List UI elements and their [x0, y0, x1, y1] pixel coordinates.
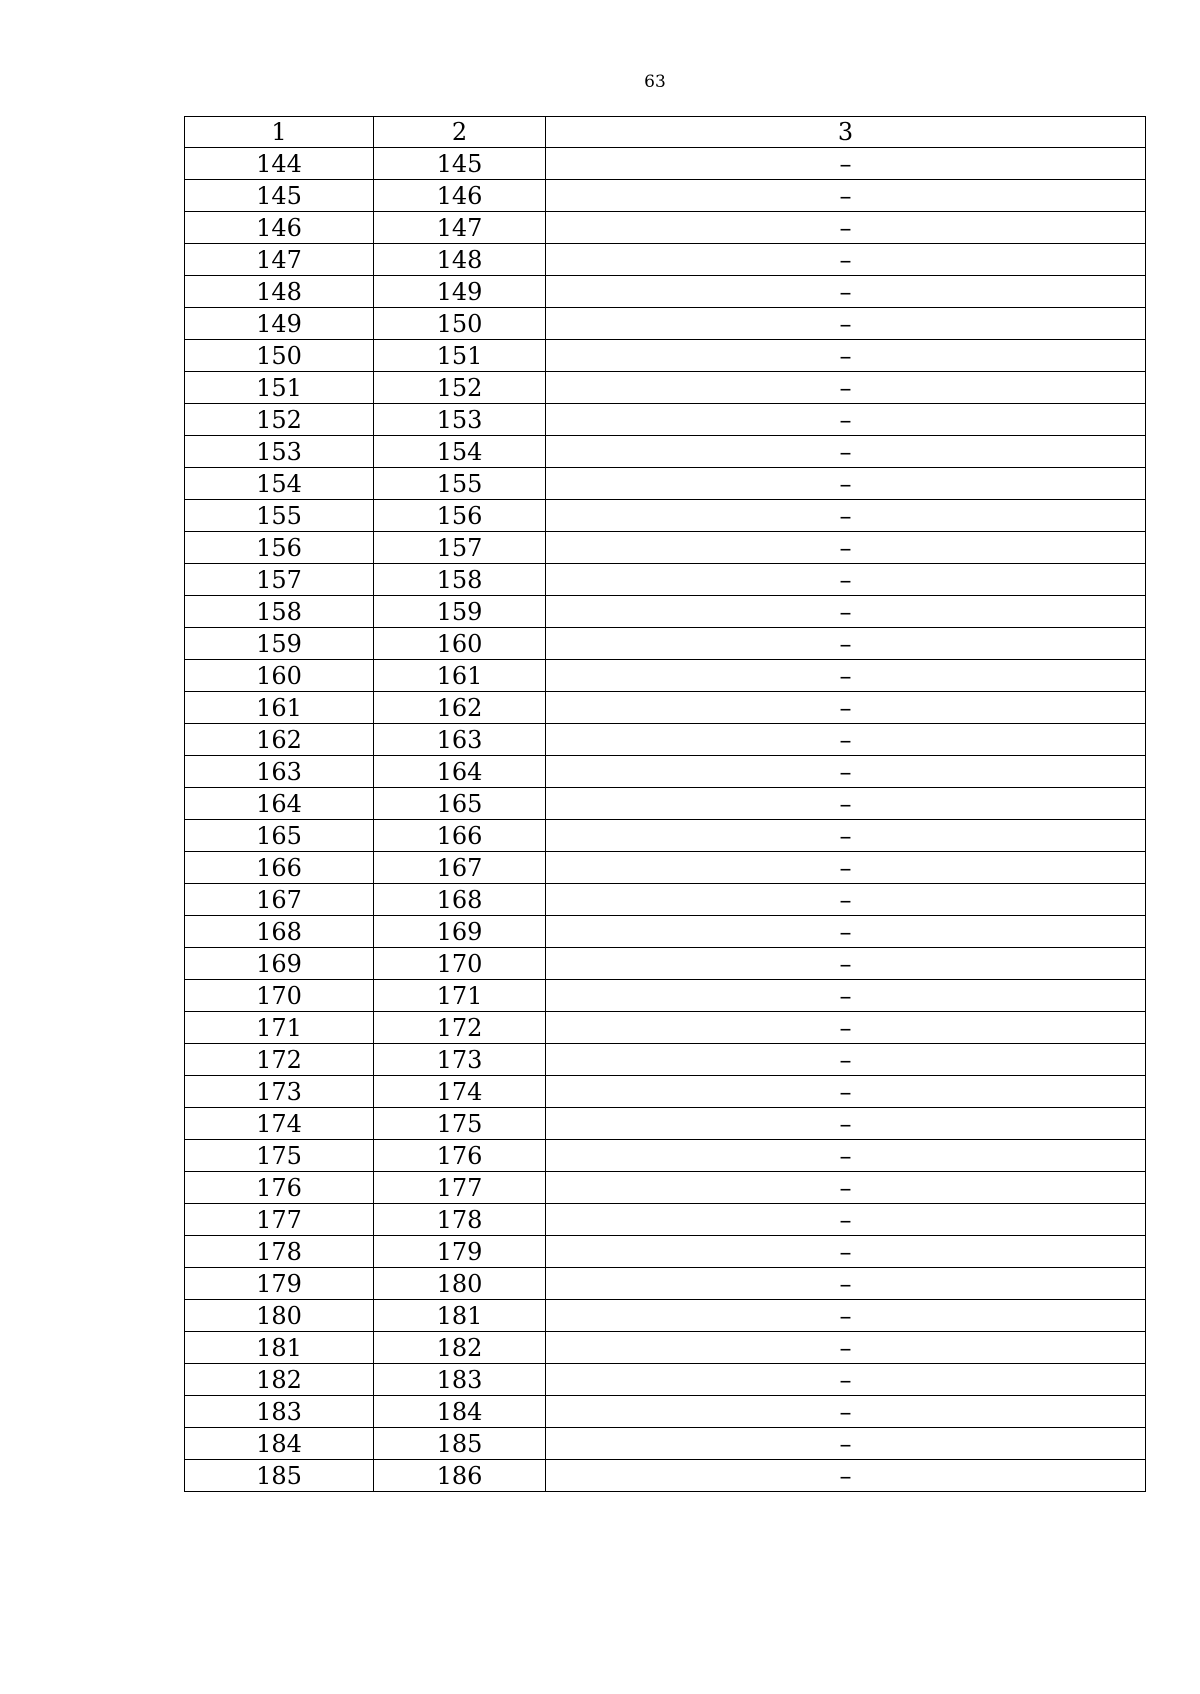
table-cell-col-1: 148 [185, 276, 374, 308]
table-row [185, 660, 1146, 692]
table-body [185, 148, 1146, 1492]
table-row [185, 756, 1146, 788]
table-row [185, 724, 1146, 756]
table-row [185, 948, 1146, 980]
table-cell-col-1: 160 [185, 660, 374, 692]
table-cell-col-3: – [546, 724, 1146, 756]
table-cell-col-3: – [546, 1140, 1146, 1172]
table-cell-col-3: – [546, 820, 1146, 852]
table-cell-col-1: 153 [185, 436, 374, 468]
table-cell-col-3: – [546, 628, 1146, 660]
table-cell-col-2: 154 [374, 436, 546, 468]
table-row [185, 468, 1146, 500]
table-cell-col-3: – [546, 1428, 1146, 1460]
table-cell-col-1: 174 [185, 1108, 374, 1140]
table-cell-col-3: – [546, 244, 1146, 276]
table-cell-col-1: 165 [185, 820, 374, 852]
table-cell-col-3: – [546, 1012, 1146, 1044]
table-cell-col-2: 157 [374, 532, 546, 564]
table-cell-col-2: 169 [374, 916, 546, 948]
table-row [185, 916, 1146, 948]
table-cell-col-1: 156 [185, 532, 374, 564]
table-cell-col-1: 145 [185, 180, 374, 212]
table-row [185, 500, 1146, 532]
table-cell-col-3: – [546, 660, 1146, 692]
table-cell-col-1: 151 [185, 372, 374, 404]
table-cell-col-3: – [546, 1204, 1146, 1236]
table-row [185, 628, 1146, 660]
table-cell-col-1: 172 [185, 1044, 374, 1076]
table-row [185, 1012, 1146, 1044]
table-cell-col-2: 163 [374, 724, 546, 756]
header-row [185, 117, 1146, 148]
table-cell-col-2: 151 [374, 340, 546, 372]
table-cell-col-3: – [546, 308, 1146, 340]
table-cell-col-2: 183 [374, 1364, 546, 1396]
table-row [185, 276, 1146, 308]
table-row [185, 404, 1146, 436]
table-cell-col-1: 152 [185, 404, 374, 436]
table-cell-col-1: 159 [185, 628, 374, 660]
page-number: 63 [644, 72, 666, 92]
table-cell-col-3: – [546, 1108, 1146, 1140]
table-cell-col-2: 146 [374, 180, 546, 212]
table-cell-col-3: – [546, 916, 1146, 948]
table-cell-col-2: 148 [374, 244, 546, 276]
table-header [185, 117, 1146, 148]
table-cell-col-3: – [546, 884, 1146, 916]
table-cell-col-1: 144 [185, 148, 374, 180]
column-header-3: 3 [546, 117, 1146, 148]
table-cell-col-1: 184 [185, 1428, 374, 1460]
table-cell-col-1: 185 [185, 1460, 374, 1492]
table-row [185, 436, 1146, 468]
table-cell-col-2: 156 [374, 500, 546, 532]
table-row [185, 1396, 1146, 1428]
table-cell-col-2: 153 [374, 404, 546, 436]
table-cell-col-1: 168 [185, 916, 374, 948]
table-cell-col-2: 158 [374, 564, 546, 596]
table-cell-col-2: 161 [374, 660, 546, 692]
table-cell-col-3: – [546, 340, 1146, 372]
table-row [185, 1172, 1146, 1204]
table-cell-col-3: – [546, 1332, 1146, 1364]
table-cell-col-1: 167 [185, 884, 374, 916]
table-cell-col-2: 173 [374, 1044, 546, 1076]
table-row [185, 1140, 1146, 1172]
table-row [185, 532, 1146, 564]
table-cell-col-1: 173 [185, 1076, 374, 1108]
table-cell-col-2: 162 [374, 692, 546, 724]
table-cell-col-3: – [546, 212, 1146, 244]
table-row [185, 1300, 1146, 1332]
table-cell-col-3: – [546, 756, 1146, 788]
column-header-1: 1 [185, 117, 374, 148]
table-cell-col-2: 152 [374, 372, 546, 404]
table-row [185, 1076, 1146, 1108]
table-cell-col-2: 147 [374, 212, 546, 244]
table-row [185, 852, 1146, 884]
table-cell-col-1: 175 [185, 1140, 374, 1172]
table-cell-col-2: 164 [374, 756, 546, 788]
table-row [185, 308, 1146, 340]
table-cell-col-2: 165 [374, 788, 546, 820]
table-cell-col-1: 171 [185, 1012, 374, 1044]
table-cell-col-1: 183 [185, 1396, 374, 1428]
table-cell-col-3: – [546, 852, 1146, 884]
table-cell-col-1: 179 [185, 1268, 374, 1300]
table-cell-col-3: – [546, 1236, 1146, 1268]
table-cell-col-3: – [546, 1460, 1146, 1492]
table-row [185, 1332, 1146, 1364]
table-cell-col-2: 159 [374, 596, 546, 628]
table-cell-col-1: 182 [185, 1364, 374, 1396]
table-row [185, 1108, 1146, 1140]
table-cell-col-1: 176 [185, 1172, 374, 1204]
table-cell-col-2: 168 [374, 884, 546, 916]
table-row [185, 1460, 1146, 1492]
table-cell-col-2: 175 [374, 1108, 546, 1140]
table-row [185, 788, 1146, 820]
table-row [185, 180, 1146, 212]
table-cell-col-3: – [546, 1076, 1146, 1108]
data-table [184, 116, 1146, 1492]
table-cell-col-2: 145 [374, 148, 546, 180]
table-row [185, 596, 1146, 628]
table-cell-col-1: 155 [185, 500, 374, 532]
table-cell-col-1: 177 [185, 1204, 374, 1236]
table-cell-col-2: 172 [374, 1012, 546, 1044]
table-cell-col-3: – [546, 468, 1146, 500]
table-row [185, 1204, 1146, 1236]
table-cell-col-1: 166 [185, 852, 374, 884]
table-cell-col-3: – [546, 404, 1146, 436]
table-cell-col-2: 167 [374, 852, 546, 884]
table-row [185, 148, 1146, 180]
table-cell-col-3: – [546, 276, 1146, 308]
table-row [185, 980, 1146, 1012]
table-cell-col-2: 155 [374, 468, 546, 500]
table-cell-col-1: 158 [185, 596, 374, 628]
table-cell-col-2: 178 [374, 1204, 546, 1236]
table-cell-col-3: – [546, 596, 1146, 628]
table-cell-col-3: – [546, 692, 1146, 724]
table-cell-col-3: – [546, 1268, 1146, 1300]
table-row [185, 372, 1146, 404]
table-cell-col-1: 150 [185, 340, 374, 372]
table-row [185, 1268, 1146, 1300]
table-cell-col-3: – [546, 788, 1146, 820]
table-cell-col-2: 171 [374, 980, 546, 1012]
table-row [185, 1236, 1146, 1268]
table-cell-col-1: 162 [185, 724, 374, 756]
table-cell-col-2: 181 [374, 1300, 546, 1332]
table-row [185, 1428, 1146, 1460]
table-cell-col-2: 176 [374, 1140, 546, 1172]
table-cell-col-3: – [546, 532, 1146, 564]
table-cell-col-3: – [546, 564, 1146, 596]
table-cell-col-1: 149 [185, 308, 374, 340]
table-cell-col-2: 177 [374, 1172, 546, 1204]
table-cell-col-2: 180 [374, 1268, 546, 1300]
table-cell-col-1: 164 [185, 788, 374, 820]
table-cell-col-3: – [546, 436, 1146, 468]
table-cell-col-2: 184 [374, 1396, 546, 1428]
table-cell-col-2: 174 [374, 1076, 546, 1108]
table-cell-col-2: 150 [374, 308, 546, 340]
table-row [185, 244, 1146, 276]
table-cell-col-3: – [546, 948, 1146, 980]
table-cell-col-2: 182 [374, 1332, 546, 1364]
table-cell-col-1: 180 [185, 1300, 374, 1332]
table-cell-col-3: – [546, 1172, 1146, 1204]
column-header-2: 2 [374, 117, 546, 148]
table-cell-col-1: 161 [185, 692, 374, 724]
table-row [185, 820, 1146, 852]
table-cell-col-3: – [546, 500, 1146, 532]
table-row [185, 212, 1146, 244]
table-cell-col-3: – [546, 1044, 1146, 1076]
table-cell-col-1: 147 [185, 244, 374, 276]
table-cell-col-3: – [546, 1300, 1146, 1332]
table-cell-col-1: 170 [185, 980, 374, 1012]
table-cell-col-1: 178 [185, 1236, 374, 1268]
table-cell-col-3: – [546, 1364, 1146, 1396]
table-row [185, 340, 1146, 372]
table-cell-col-3: – [546, 180, 1146, 212]
table-cell-col-2: 160 [374, 628, 546, 660]
table-cell-col-2: 149 [374, 276, 546, 308]
table-row [185, 1364, 1146, 1396]
table-cell-col-2: 185 [374, 1428, 546, 1460]
table-row [185, 692, 1146, 724]
table-cell-col-1: 154 [185, 468, 374, 500]
table-cell-col-1: 163 [185, 756, 374, 788]
table-cell-col-3: – [546, 1396, 1146, 1428]
table-row [185, 884, 1146, 916]
table-cell-col-3: – [546, 148, 1146, 180]
table-row [185, 564, 1146, 596]
table-cell-col-2: 166 [374, 820, 546, 852]
table-cell-col-2: 179 [374, 1236, 546, 1268]
table-cell-col-1: 157 [185, 564, 374, 596]
table-cell-col-3: – [546, 372, 1146, 404]
table-cell-col-2: 186 [374, 1460, 546, 1492]
table-cell-col-1: 146 [185, 212, 374, 244]
table-cell-col-1: 181 [185, 1332, 374, 1364]
table-cell-col-2: 170 [374, 948, 546, 980]
table-cell-col-3: – [546, 980, 1146, 1012]
table-row [185, 1044, 1146, 1076]
table-cell-col-1: 169 [185, 948, 374, 980]
